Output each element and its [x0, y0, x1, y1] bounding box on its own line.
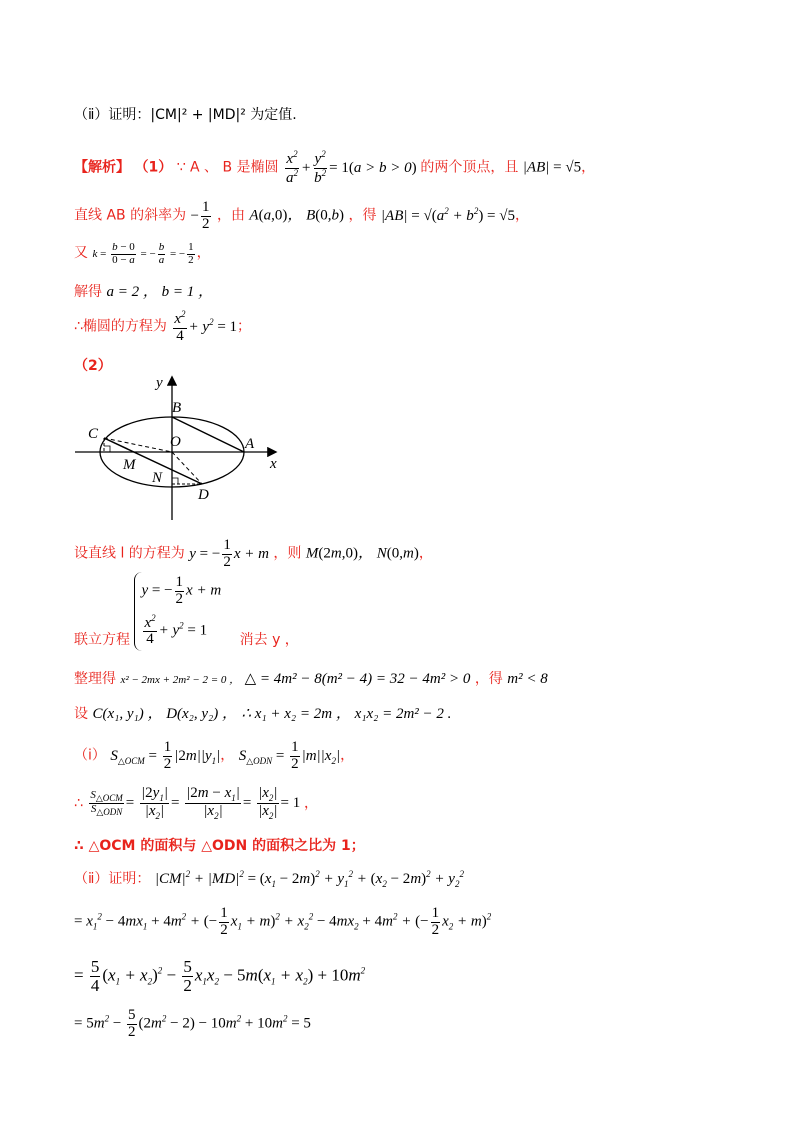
points-mn: M(2m,0)， N(0,m)	[305, 545, 419, 562]
set-line: 设直线 l 的方程为 y = − $\frac{1}{2}$ x + m ，则 M(2m,0)， N(0,m)，	[74, 537, 433, 570]
jiede-line	[74, 280, 213, 301]
label-d: D	[198, 487, 209, 503]
ellipse-result-line: ∴椭圆的方程为 $\frac{x^2}{4}$ + $y^2 = 1$；	[74, 309, 252, 344]
she-line	[74, 702, 451, 723]
part1-text-b: 的两个顶点，且	[420, 159, 519, 176]
proof-step-1: $|CM|^2 + |MD|^2 = (x_1 - 2m)^2 + y_1^2 + (x_2 - 2m)^2 + y_2^2$	[154, 869, 464, 889]
part1-number: （1）	[134, 159, 173, 176]
right-angle-d	[172, 478, 178, 484]
k-line: 又 k = $\frac{b - 0}{0 - a}$ = − $\frac{b}{a}$ = − $\frac{1}{2}$ ，	[74, 241, 211, 266]
points-ab: A(a,0)， B(0,b)	[249, 207, 345, 224]
ab-length: |AB| = √5	[522, 159, 582, 176]
zhengli-line	[74, 668, 548, 688]
slope-text-3: ，得	[348, 207, 377, 224]
right-angle-c	[104, 446, 110, 452]
she-text: 设	[74, 706, 88, 722]
area-ratio: $\frac{S_{\triangle OCM}}{S_{\triangle ODN}}$ = $\frac{|2y_1|}{|x_2|}$ = $\frac{|2m - x_1|}{|x_2|}$ = $\frac{|x_2|}{|x_2|}$ = 1	[90, 785, 301, 822]
label-o: O	[170, 434, 181, 450]
proof-step-3: = $\frac{5}{4}$ $(x_1 + x_2)^2$ − $\frac{5}{2}$ $x_1x_2 - 5m(x_1 + x_2) + 10m^2$	[74, 957, 366, 995]
slope-value: − $\frac{1}{2}$	[190, 199, 210, 232]
xiaoqu-text: 消去 y ，	[239, 631, 299, 648]
slope-text-2: ，由	[216, 207, 245, 224]
slope-line: 直线 AB 的斜率为 − $\frac{1}{2}$ ，由 A(a,0)， B(0,b) ，得 $|AB| = √(a^2 + b^2) = √5$，	[74, 199, 529, 232]
ratio-conclusion	[74, 835, 365, 855]
label-n: N	[152, 470, 163, 486]
ab-distance: $|AB| = √(a^2 + b^2) = √5$	[380, 205, 515, 224]
question-ii-text: （ⅱ）证明：|CM|² + |MD|² 为定值.	[74, 107, 297, 123]
ellipse-result: $\frac{x^2}{4}$ + $y^2 = 1$	[174, 309, 238, 344]
m-range: m² < 8	[507, 671, 548, 687]
i-label: （ⅰ）	[74, 747, 106, 764]
question-ii	[74, 104, 297, 124]
proof-step-2: = $x_1^2 - 4mx_1 + 4m^2$ + (− $\frac{1}{2}$ $x_1 + m)^2 + x_2^2 - 4mx_2 + 4m^2$ + (− $\frac{1}{2}$ $x_2 + m)^2$	[74, 905, 492, 938]
line-equation: y = − $\frac{1}{2}$ x + m	[189, 537, 269, 570]
segment-co	[104, 438, 172, 452]
part1-text-a: ∵ A 、 B 是椭圆	[176, 159, 279, 176]
set-line-text: 设直线 l 的方程为	[74, 545, 185, 562]
set-line-text-2: ，则	[273, 545, 302, 562]
system-equations: y = − $\frac{1}{2}$ x + m $\frac{x^2}{4}$ + $y^2 = 1$	[134, 572, 221, 651]
lianli-text: 联立方程	[74, 631, 130, 648]
jiexi-label: 【解析】	[74, 159, 130, 176]
jiede-values: a = 2 ， b = 1 ，	[106, 284, 213, 300]
label-x: x	[270, 456, 277, 472]
de-text: ，得	[474, 671, 503, 687]
points-cd: C(x₁, y₁) ， D(x₂, y₂) ，	[92, 706, 238, 722]
part2-number: （2）	[74, 358, 112, 374]
k-equation: k = $\frac{b - 0}{0 - a}$ = − $\frac{b}{a}$ = − $\frac{1}{2}$	[92, 241, 194, 266]
solution-part1-line: 【解析】 （1） ∵ A 、 B 是椭圆 $\frac{x^2}{a^2}$ + $\frac{y^2}{b^2}$ = 1(a > b > 0) 的两个顶点，且 |AB| = √5，	[74, 149, 596, 186]
label-c: C	[88, 426, 99, 442]
label-a: A	[245, 436, 255, 452]
vieta: ∴ x₁ + x₂ = 2m ， x₁x₂ = 2m² − 2 .	[241, 706, 452, 722]
label-m: M	[123, 457, 136, 473]
ellipse-diagram	[70, 372, 290, 522]
area-line: （ⅰ） $S_{\triangle OCM}$ = $\frac{1}{2}$ $|2m||y_1|$， $S_{\triangle ODN}$ = $\frac{1}{2}$ $|m||x_2|$，	[74, 739, 355, 772]
ii-label: （ⅱ）证明：	[74, 871, 151, 887]
ratio-line: ∴ $\frac{S_{\triangle OCM}}{S_{\triangle ODN}}$ = $\frac{|2y_1|}{|x_2|}$ = $\frac{|2m - x_1|}{|x_2|}$ = $\frac{|x_2|}{|x_2|}$ = 1 ，	[74, 785, 318, 822]
proof-final: = $5m^2$ − $\frac{5}{2}$ $(2m^2 - 2) - 10m^2 + 10m^2 = 5$	[74, 1007, 311, 1040]
slope-text-1: 直线 AB 的斜率为	[74, 207, 187, 224]
ratio-conclusion-text: ∴ △OCM 的面积与 △ODN 的面积之比为 1；	[74, 838, 365, 854]
area-ocm: $S_{\triangle OCM}$ = $\frac{1}{2}$ $|2m||y_1|$	[110, 739, 221, 772]
label-y: y	[156, 375, 163, 391]
ellipse-equation: $\frac{x^2}{a^2}$ + $\frac{y^2}{b^2}$ = 1(a > b > 0)	[286, 149, 417, 186]
lianli-line	[74, 572, 299, 651]
jiede-text: 解得	[74, 284, 102, 300]
label-b: B	[172, 400, 182, 416]
segment-od	[172, 452, 202, 484]
area-odn: $S_{\triangle ODN}$ = $\frac{1}{2}$ $|m||x_2|$	[238, 739, 341, 772]
quadratic-equation: x² − 2mx + 2m² − 2 = 0 ，	[120, 674, 241, 686]
zhengli-text: 整理得	[74, 671, 116, 687]
you-text: 又	[74, 245, 88, 261]
therefore-eq-text: ∴椭圆的方程为	[74, 318, 167, 335]
discriminant: △ = 4m² − 8(m² − 4) = 32 − 4m² > 0	[244, 671, 471, 687]
proof-line	[74, 868, 464, 889]
